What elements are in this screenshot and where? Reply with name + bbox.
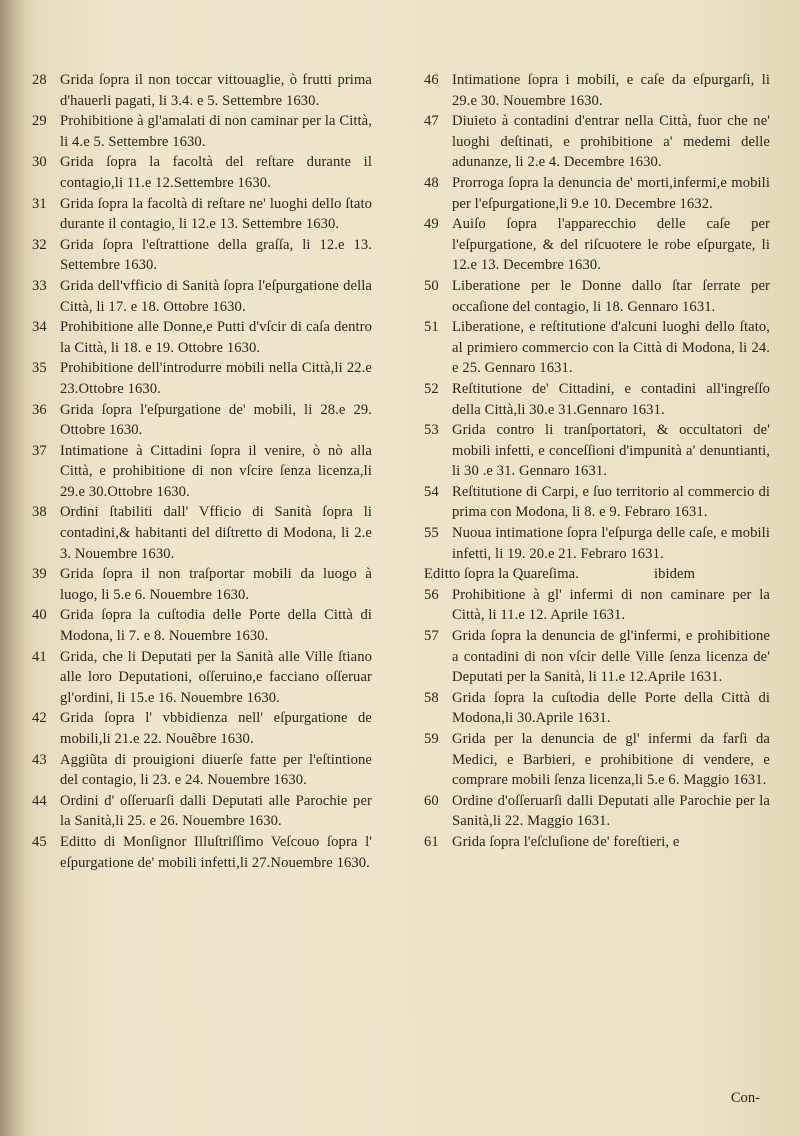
entry-text: Grida ſopra il non traſportar mobili da luogo à luogo, li 5.e 6. Nouembre 1630. — [60, 566, 372, 603]
list-item — [424, 214, 770, 276]
entry-number: 34 — [32, 319, 47, 336]
list-item — [32, 708, 372, 749]
entry-number: 39 — [32, 566, 47, 583]
list-item — [32, 358, 372, 399]
entry-text: Grida ſopra l'eſtrattione della graſſa, li 12.e 13. Settembre 1630. — [60, 236, 372, 274]
entry-number: 37 — [32, 442, 47, 459]
entry-text: Auiſo ſopra l'apparecchio delle caſe per l'eſpurgatione, & del riſcuotere le robe eſpurgate, li 12.e 13. Decembre 1630. — [452, 216, 770, 274]
list-item — [32, 235, 372, 276]
catchword: Con- — [730, 1090, 760, 1106]
list-item — [32, 317, 372, 358]
list-item — [32, 647, 372, 709]
entry-number: 41 — [32, 648, 47, 665]
entry-text: Intimatione ſopra i mobili, e caſe da eſpurgarſi, li 29.e 30. Nouembre 1630. — [452, 72, 770, 109]
entry-text: Grida ſopra la cuſtodia delle Porte della Città di Modona,li 30.Aprile 1631. — [452, 689, 770, 727]
list-item — [424, 791, 770, 832]
list-item — [424, 688, 770, 729]
entry-text: Liberatione per le Donne dallo ſtar ſerrate per occaſione del contagio, li 18. Gennaro 1631. — [452, 277, 770, 315]
entry-text: Prohibitione à gl'amalati di non caminar per la Città, li 4.e 5. Settembre 1630. — [60, 113, 372, 150]
list-item — [424, 111, 770, 173]
entry-text: Ordini d' oſſeruarſi dalli Deputati alle Parochie per la Sanità,li 25. e 26. Nouembre 1630. — [60, 792, 372, 830]
entry-text: Prohibitione alle Donne,e Putti d'vſcir di caſa dentro la Città, li 18. e 19. Ottobre 1630. — [60, 319, 372, 356]
list-item — [32, 276, 372, 317]
entry-text: Nuoua intimatione ſopra l'eſpurga delle caſe, e mobili infetti, li 19. 20.e 21. Febraro 1631. — [452, 525, 770, 562]
entry-text: Grida ſopra l'eſcluſione de' foreſtieri, e — [452, 833, 680, 850]
entry-number: 40 — [32, 607, 47, 624]
list-item — [32, 152, 372, 193]
list-item — [424, 317, 770, 379]
entry-text: Grida contro li tranſportatori, & occultatori de' mobili infetti, e conceſſioni d'impunità a' denuntianti, li 30 .e 31. Gennaro 1631. — [452, 422, 770, 480]
entry-number: 35 — [32, 360, 47, 377]
entry-number: 42 — [32, 710, 47, 727]
list-item — [32, 605, 372, 646]
entry-text: Grida, che li Deputati per la Sanità alle Ville ſtiano alle loro Deputationi, oſſeruino,e facciano oſſeruar gl'ordini, li 15.e 16. Nouembre 1630. — [60, 648, 372, 706]
binding-gutter — [0, 0, 26, 1136]
entry-text: Grida ſopra l' vbbidienza nell' eſpurgatione de mobili,li 21.e 22. Nouẽbre 1630. — [60, 710, 372, 747]
entry-number: 28 — [32, 72, 47, 88]
entry-number: 32 — [32, 236, 47, 253]
entry-text: Grida ſopra l'eſpurgatione de' mobili, li 28.e 29. Ottobre 1630. — [60, 401, 372, 439]
entry-number: 55 — [424, 525, 439, 542]
list-item — [32, 441, 372, 503]
entry-number: 52 — [424, 380, 439, 397]
list-item — [32, 564, 372, 605]
list-item — [424, 379, 770, 420]
list-item — [424, 729, 770, 791]
entry-text: Liberatione, e reſtitutione d'alcuni luoghi dello ſtato, al primiero commercio con la Città di Modona, li 24. e 25. Gennaro 1631. — [452, 319, 770, 377]
entry-text: Grida ſopra il non toccar vittouaglie, ò frutti prima d'hauerli pagati, li 3.4. e 5. Settembre 1630. — [60, 72, 372, 109]
entry-number: 59 — [424, 731, 439, 747]
entry-text: Grida dell'vfficio di Sanità ſopra l'eſpurgatione della Città, li 17. e 18. Ottobre 1630. — [60, 277, 372, 315]
entry-text: Prohibitione à gl' infermi di non caminare per la Città, li 11.e 12. Aprile 1631. — [452, 586, 770, 624]
list-item — [32, 111, 372, 152]
entry-text: Ordini ſtabiliti dall' Vfficio di Sanità ſopra li contadini,& habitanti del diſtretto di Modona, li 2.e 3. Nouembre 1630. — [60, 504, 372, 562]
list-item — [424, 276, 770, 317]
entry-text: Grida ſopra la facoltà di reſtare ne' luoghi dello ſtato durante il contagio, li 12.e 13. Settembre 1630. — [60, 195, 372, 233]
entry-number: 58 — [424, 689, 439, 706]
entry-number: 44 — [32, 792, 47, 809]
list-item — [424, 173, 770, 214]
entry-number: 38 — [32, 504, 47, 521]
entry-number: 29 — [32, 113, 47, 130]
entry-number: 51 — [424, 319, 439, 336]
entry-text: Reſtitutione di Carpi, e ſuo territorio al commercio di prima con Modona, li 8. e 9. Febraro 1631. — [452, 483, 770, 521]
entry-text: Grida ſopra la facoltà del reſtare durante il contagio,li 11.e 12.Settembre 1630. — [60, 154, 372, 191]
entry-number: 49 — [424, 216, 439, 233]
entry-number: 50 — [424, 277, 439, 294]
list-item — [32, 832, 372, 873]
list-item — [424, 585, 770, 626]
entry-text: Ordine d'oſſeruarſi dalli Deputati alle Parochie per la Sanità,li 22. Maggio 1631. — [452, 792, 770, 830]
entry-text: Prorroga ſopra la denuncia de' morti,infermi,e mobili per l'eſpurgatione,li 9.e 10. Decembre 1632. — [452, 174, 770, 212]
entry-number: 56 — [424, 586, 439, 603]
list-item — [32, 502, 372, 564]
entry-text: Reſtitutione de' Cittadini, e contadini all'ingreſſo della Città,li 30.e 31.Gennaro 1631. — [452, 380, 770, 418]
entry-text: Grida per la denuncia de gl' infermi da farſi da Medici, e Barbieri, e prohibitione di vendere, e comprare mobili ſenza licenza,li 5.e 6. Maggio 1631. — [452, 731, 770, 789]
list-item — [32, 194, 372, 235]
list-item — [424, 482, 770, 523]
entry-number: 36 — [32, 401, 47, 418]
list-item — [424, 626, 770, 688]
list-item — [424, 70, 770, 111]
right-column — [424, 70, 770, 853]
list-item — [424, 420, 770, 482]
entry-number: 31 — [32, 195, 47, 212]
entry-text: Diuieto à contadini d'entrar nella Città, fuor che ne' luoghi deſtinati, e prohibitione a' medemi delle adunanze, li 2.e 4. Decembre 1630. — [452, 113, 770, 171]
entry-number: 61 — [424, 833, 439, 850]
entry-text: Intimatione à Cittadini ſopra il venire, ò nò alla Città, e prohibitione di non vſcire ſenza licenza,li 29.e 30.Ottobre 1630. — [60, 442, 372, 500]
entry-number: 46 — [424, 72, 439, 88]
entry-number: 57 — [424, 628, 439, 645]
entry-number: 47 — [424, 113, 439, 130]
entry-number: 48 — [424, 174, 439, 191]
entry-number: 45 — [32, 833, 47, 850]
entry-text: Grida ſopra la cuſtodia delle Porte della Città di Modona, li 7. e 8. Nouembre 1630. — [60, 607, 372, 645]
entry-number: 30 — [32, 154, 47, 171]
list-item — [32, 400, 372, 441]
entry-text: Editto di Monſignor Illuſtriſſimo Veſcouo ſopra l' eſpurgatione de' mobili infetti,li 27.Nouembre 1630. — [60, 833, 372, 871]
entry-number: 54 — [424, 483, 439, 500]
entry-number: 53 — [424, 422, 439, 439]
entry-number: 60 — [424, 792, 439, 809]
left-column — [32, 70, 372, 873]
entry-text: Aggiũta di prouigioni diuerſe fatte per l'eſtintione del contagio, li 23. e 24. Nouembre 1630. — [60, 751, 372, 789]
entry-number: 33 — [32, 277, 47, 294]
list-item — [32, 750, 372, 791]
list-item — [424, 832, 770, 853]
list-item — [32, 791, 372, 832]
entry-text: Prohibitione dell'introdurre mobili nella Città,li 22.e 23.Ottobre 1630. — [60, 360, 372, 397]
entry-text: Editto ſopra la Quareſima. ibidem — [424, 566, 696, 583]
list-item — [32, 70, 372, 111]
list-item — [424, 523, 770, 564]
entry-text: Grida ſopra la denuncia de gl'infermi, e prohibitione a contadini di non vſcir delle Ville ſenza licenza de' Deputati per la Sanità, li 11.e 12.Aprile 1631. — [452, 628, 770, 686]
entry-number: 43 — [32, 751, 47, 768]
list-item — [424, 564, 770, 585]
